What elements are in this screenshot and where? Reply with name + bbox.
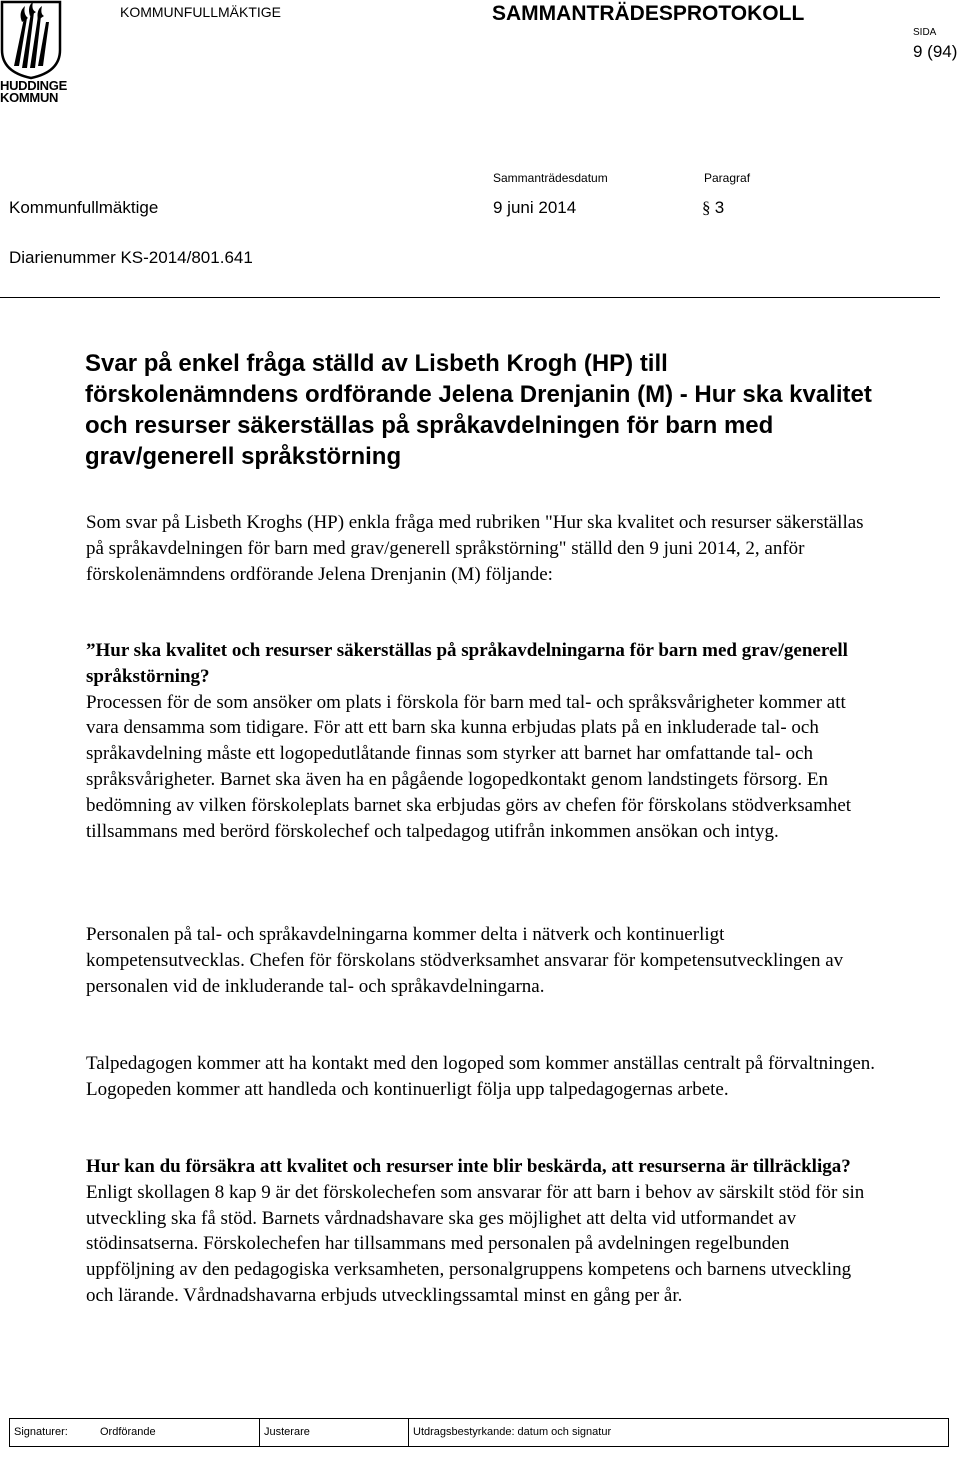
page-label: SIDA	[913, 27, 937, 38]
document-type-title: SAMMANTRÄDESPROTOKOLL	[492, 2, 805, 25]
answer-paragraph-3: Talpedagogen kommer att ha kontakt med den logoped som kommer anställas centralt på förvaltningen. Logopeden kommer att handleda och kontinuerligt följa upp talpedagogernas arbete.	[86, 1053, 876, 1100]
column-divider	[408, 1419, 409, 1446]
coat-of-arms-icon	[0, 0, 64, 80]
logo-wordmark: HUDDINGE KOMMUN	[0, 78, 67, 105]
adjuster-label: Justerare	[264, 1426, 310, 1438]
diary-number: Diarienummer KS-2014/801.641	[9, 248, 253, 267]
answer-paragraph-4: Enligt skollagen 8 kap 9 är det förskolechefen som ansvarar för att barn i behov av särskilt stöd för sin utveckling ska få stöd. Barnets vårdnadshavare ska ges möjlighet att delta vid utformandet av stödinsatserna. Förskolechefen har tillsammans med personalen på avdelningen regelbunden uppföljning av den pedagogiska verksamheten, personalgruppens kompetens och barnens utveckling och lärande. Vårdnadshavarna erbjuds utvecklingssamtal minst en gång per år.	[86, 1181, 865, 1306]
answer-section-1	[86, 638, 876, 844]
body-name: Kommunfullmäktige	[9, 198, 159, 217]
question-2: Hur kan du försäkra att kvalitet och resurser inte blir beskärda, att resurserna är tillräckliga?	[86, 1156, 851, 1177]
meeting-date-label: Sammanträdesdatum	[493, 171, 608, 185]
section-sign-icon: §	[702, 198, 715, 217]
page-title: Svar på enkel fråga ställd av Lisbeth Krogh (HP) till förskolenämndens ordförande Jelena Drenjanin (M) - Hur ska kvalitet och resurser säkerställas på språkavdelningen för barn med grav/generell språkstörning	[85, 350, 872, 470]
extract-label: Utdragsbestyrkande: datum och signatur	[413, 1426, 612, 1438]
page-number: 9 (94)	[913, 42, 958, 61]
header-divider	[0, 297, 940, 298]
chair-label: Ordförande	[100, 1426, 156, 1438]
signature-box	[9, 1418, 949, 1447]
question-1: ”Hur ska kvalitet och resurser säkerställas på språkavdelningarna för barn med grav/generell språkstörning?	[86, 640, 848, 687]
signatures-label: Signaturer:	[14, 1426, 68, 1438]
organization-name: KOMMUNFULLMÄKTIGE	[120, 4, 282, 20]
paragraph-label: Paragraf	[704, 171, 751, 185]
answer-paragraph-1: Processen för de som ansöker om plats i förskola för barn med tal- och språksvårigheter kommer att vara densamma som tidigare. För att ett barn ska kunna erbjudas plats på en inkluderade tal- och språkavdelning måste ett logopedutlåtande finnas som styrker att barnet har omfattande tal- och språksvårigheter. Barnet ska även ha en pågående logopedkontakt genom landstingets försorg. En bedömning av vilken förskoleplats barnet ska erbjudas görs av chefen för förskolans stödverksamhet tillsammans med berörd förskolechef och talpedagog utifrån inkommen ansökan och intyg.	[86, 691, 852, 842]
answer-section-2	[86, 1154, 876, 1309]
column-divider	[259, 1419, 260, 1446]
paragraph-number: § 3	[702, 198, 725, 217]
answer-paragraph-2: Personalen på tal- och språkavdelningarna kommer delta i nätverk och kontinuerligt kompetensutvecklas. Chefen för förskolans stödverksamhet ansvarar för kompetensutvecklingen av personalen vid de inkluderande tal- och språkavdelningarna.	[86, 924, 844, 997]
intro-paragraph: Som svar på Lisbeth Kroghs (HP) enkla fråga med rubriken "Hur ska kvalitet och resurser säkerställas på språkavdelningen för barn med grav/generell språkstörning" ställd den 9 juni 2014, 2, anför förskolenämndens ordförande Jelena Drenjanin (M) följande:	[86, 512, 864, 585]
meeting-date: 9 juni 2014	[493, 198, 577, 217]
